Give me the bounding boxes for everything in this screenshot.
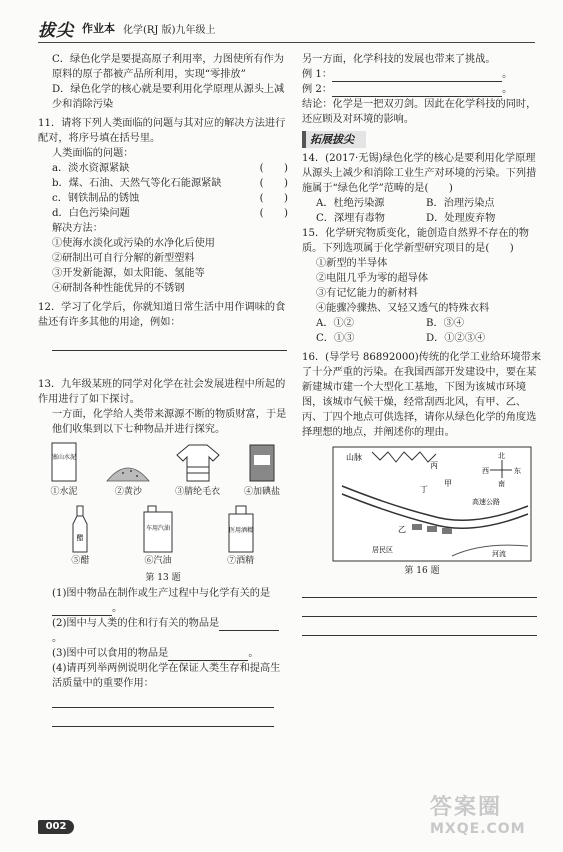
compass-south: 南 (498, 480, 505, 488)
item-sweater: ③腈纶毛衣 (173, 441, 223, 500)
example-1: 例 1： 。 (302, 69, 513, 80)
cement-bag-icon (44, 441, 84, 485)
q15-stem: 15．化学研究物质变化，能创造自然界不存在的物质。下列选项属于化学新型研究项目的是( ) (302, 228, 529, 254)
q13-paragraph: 一方面，化学给人类带来源源不断的物质财富，于是他们收集到以下七种物品并进行探究。 (52, 409, 287, 435)
map-point-yi: 乙 (398, 525, 406, 534)
section-title: 拓展拔尖 (302, 131, 366, 148)
q14-option-d[interactable]: D．处理废弃物 (426, 213, 496, 224)
alcohol-bottle-icon (221, 504, 261, 554)
compass-east: 东 (514, 467, 521, 475)
q10-option-d: D．绿色化学的核心就是要利用化学原理从源头上减少和消除污染 (52, 84, 285, 110)
header-rule (38, 42, 535, 43)
q16-answer-line-1[interactable] (302, 579, 537, 598)
q15-option-c[interactable]: C．①③ (316, 333, 355, 344)
q15-item-1: ①新型的半导体 (316, 258, 388, 269)
q11-stem: 11．请将下列人类面临的问题与其对应的解决方法进行配对，将序号填在括号里。 (38, 118, 286, 144)
q11-solution-1: ①使海水淡化或污染的水净化后使用 (52, 238, 215, 249)
example-1-blank[interactable] (332, 70, 502, 82)
header-subtitle: 作业本 (82, 22, 115, 35)
page-header (38, 18, 216, 41)
city-environment-map (332, 446, 532, 562)
q13-sub-2-blank[interactable] (219, 619, 279, 631)
q15-item-2: ②电阻几乎为零的超导体 (316, 273, 429, 284)
alcohol-bottle-label: 医用酒精 (228, 527, 253, 534)
vinegar-bottle-icon (65, 504, 95, 554)
q14-option-c[interactable]: C．深埋有毒物 (316, 213, 385, 224)
q16-answer-line-2[interactable] (302, 598, 537, 617)
sweater-icon (173, 441, 223, 485)
q12-answer-line[interactable] (52, 330, 287, 351)
example-2-blank[interactable] (332, 85, 502, 97)
item-sand: ②黄沙 (103, 441, 153, 500)
q15-options-row-1 (302, 316, 542, 331)
left-column (38, 52, 288, 727)
q10-option-c: C．绿色化学是要提高原子利用率，力图使所有作为原料的原子都被产品所利用，实现“零排放” (52, 54, 284, 80)
map-point-ding: 丁 (420, 485, 428, 494)
header-title: 化学(RJ 版)九年级上 (123, 24, 216, 36)
q11-solution-4: ④研制各种性能优异的不锈钢 (52, 283, 185, 294)
gasoline-can-label: 车用汽油 (145, 525, 170, 532)
example-2: 例 2： 。 (302, 84, 513, 95)
q11-problem-b: b．煤、石油、天然气等化石能源紧缺 ( ) (52, 178, 288, 189)
q13-sub-4-line-1[interactable] (52, 691, 274, 708)
q12-stem: 12．学习了化学后，你就知道日常生活中用作调味的食盐还有许多其他的用途，例如： (38, 302, 286, 328)
conclusion: 结论：化学是一把双刃剑。因此在化学科技的同时，还应顾及对环境的影响。 (302, 99, 537, 125)
q15-item-4: ④能骤冷骤热、又轻又透气的特殊衣料 (316, 303, 490, 314)
q13-sub-4: (4)请再列举两例说明化学在保证人类生存和提高生活质量中的重要作用： (52, 663, 281, 689)
item-gasoline: 车用汽油 ⑥汽油 (138, 504, 178, 569)
map-point-jia: 甲 (444, 479, 452, 488)
vinegar-bottle-label: 醋 (76, 534, 84, 542)
q13-items-row-2 (38, 500, 288, 569)
q11-solution-3: ③开发新能源，如太阳能、氢能等 (52, 268, 205, 279)
brand-logo: 拔尖 (38, 20, 74, 41)
q13-sub-3-blank[interactable] (168, 649, 248, 661)
q13-stem: 13．九年级某班的同学对化学在社会发展进程中所起的作用进行了如下探讨。 (38, 379, 286, 405)
map-point-bing: 丙 (430, 461, 438, 470)
sand-pile-icon (103, 441, 153, 485)
gasoline-can-icon (138, 504, 178, 554)
figure-16-caption: 第 16 题 (404, 566, 440, 576)
watermark: 答案圈 MXQE.COM (430, 795, 526, 837)
q16-stem: 16．(导学号 86892000)传统的化学工业给环境带来了十分严重的污染。在我国西部开发建设中，要在某新建城市建一个大型化工基地，下图为该城市环境图，该城市气候干燥，经常刮西北风，有甲、乙、丙、丁四个地点可供选择，请你从绿色化学的角度选择理想的地点，并阐述你的理由。 (302, 352, 542, 438)
q11-solutions-title: 解决方法： (52, 223, 103, 234)
q14-option-b[interactable]: B．治理污染点 (426, 198, 495, 209)
q13-sub-1-blank[interactable] (52, 604, 112, 616)
item-iodized-salt: ④加碘盐 (242, 441, 282, 500)
q14-options-row-2 (302, 211, 542, 226)
page-number: 002 (38, 820, 74, 834)
q14-option-a[interactable]: A．杜绝污染源 (316, 198, 385, 209)
item-alcohol: 医用酒精 ⑦酒精 (221, 504, 261, 569)
q15-option-d[interactable]: D．①②③④ (426, 333, 486, 344)
compass-north: 北 (498, 452, 505, 460)
map-highway-label: 高速公路 (472, 498, 500, 506)
salt-bag-icon (242, 441, 282, 485)
q14-stem: 14．(2017·无锡)绿色化学的核心是要利用化学原理从源头上减少和消除工业生产对环境的污染。下列措施属于“绿色化学”范畴的是( ) (302, 153, 537, 194)
q15-option-a[interactable]: A．①② (316, 318, 354, 329)
map-residential-label: 居民区 (372, 546, 393, 554)
q11-solution-2: ②研制出可自行分解的新型塑料 (52, 253, 195, 264)
q11-problems-title: 人类面临的问题： (52, 148, 134, 159)
item-cement: 塞山水泥 ①水泥 (44, 441, 84, 500)
item-vinegar: 醋 ⑤醋 (65, 504, 95, 569)
right-column (302, 52, 542, 636)
q13-items-row-1 (38, 437, 288, 500)
cement-bag-label: 塞山水泥 (51, 454, 77, 461)
challenge-intro: 另一方面，化学科技的发展也带来了挑战。 (302, 54, 496, 65)
q11-problem-a: a．淡水资源紧缺 ( ) (52, 163, 288, 174)
map-mountain-label: 山脉 (346, 453, 362, 462)
q13-sub-2: (2)图中与人类的住和行有关的物品是。 (38, 616, 288, 646)
q11-problem-d: d．白色污染问题 ( ) (52, 208, 288, 219)
q13-sub-4-line-2[interactable] (52, 708, 274, 727)
q13-sub-1: (1)图中物品在制作或生产过程中与化学有关的是。 (52, 588, 271, 614)
q15-options-row-2 (302, 331, 542, 346)
q14-options-row-1 (302, 196, 542, 211)
q13-sub-3: (3)图中可以食用的物品是 。 (52, 648, 259, 659)
q15-option-b[interactable]: B．③④ (426, 318, 465, 329)
q16-answer-line-3[interactable] (302, 617, 537, 636)
map-river-label: 河流 (492, 550, 506, 558)
q15-item-3: ③有记忆能力的新材料 (316, 288, 418, 299)
q11-problem-c: c．钢铁制品的锈蚀 ( ) (52, 193, 288, 204)
compass-west: 西 (482, 467, 489, 475)
figure-13-caption: 第 13 题 (145, 573, 181, 583)
